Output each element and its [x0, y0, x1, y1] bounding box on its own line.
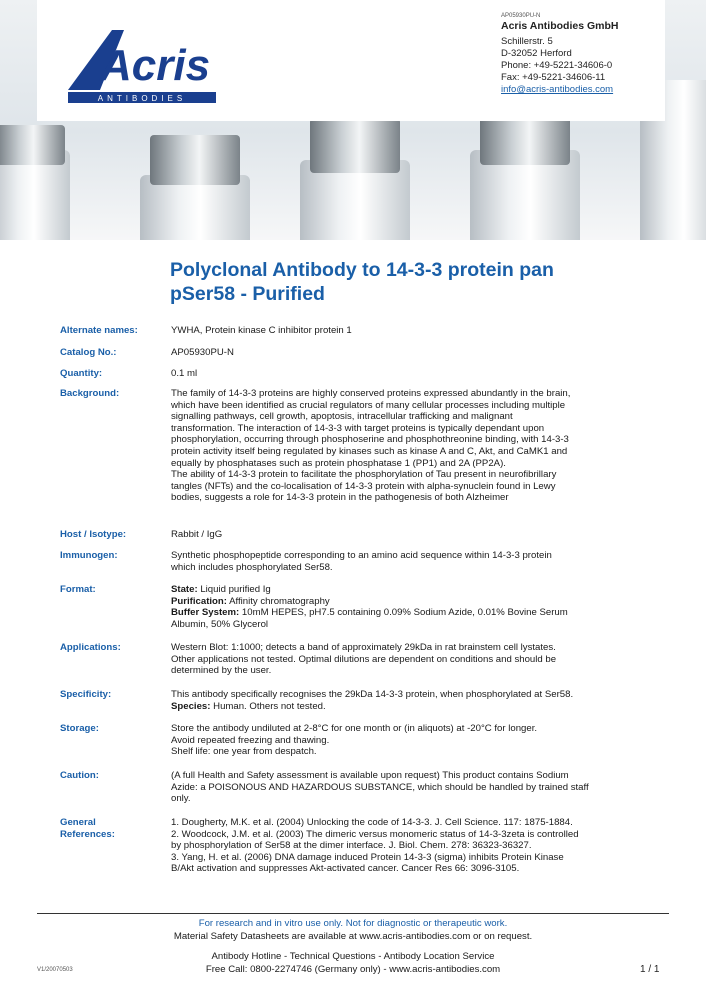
company-name: Acris Antibodies GmbH — [501, 20, 619, 32]
value-line: which have been identified as crucial regulators of many cellular processes including multiple — [171, 399, 566, 411]
value-line: State: Liquid purified Ig — [171, 584, 271, 595]
freecall-text: Free Call: 0800-2274746 (Germany only) - www.acris-antibodies.com — [205, 964, 501, 975]
value-line: Rabbit / IgG — [171, 529, 223, 540]
vial-cap-image — [150, 135, 240, 185]
field-value — [171, 642, 661, 677]
value-line: Albumin, 50% Glycerol — [171, 618, 269, 630]
field-label: Quantity: — [60, 368, 103, 379]
value-line: transformation. The interaction of 14-3-3 with target proteins is typically dependant upon — [171, 422, 545, 434]
footer-divider — [37, 913, 669, 914]
doc-code: AP05930PU-N — [501, 13, 541, 19]
fax-line: Fax: +49-5221-34606-11 — [501, 72, 606, 83]
field-label: Immunogen: — [60, 550, 118, 561]
value-line: bodies, suggests a role for 14-3-3 protein in the pathogenesis of both Alzheimer — [171, 492, 509, 504]
value-line: Buffer System: 10mM HEPES, pH7.5 containing 0.09% Sodium Azide, 0.01% Bovine Serum — [171, 607, 568, 619]
field-value — [171, 723, 661, 758]
value-line: 0.1 ml — [171, 368, 198, 379]
field-value — [171, 550, 661, 573]
reference-item: 3. Yang, H. et al. (2006) DNA damage induced Protein 14-3-3 (sigma) inhibits Protein Kinase — [171, 851, 564, 863]
reference-item: by phosphorylation of Ser58 at the dimer interface. J. Biol. Chem. 278: 36323-36327. — [171, 840, 532, 852]
value-line: Store the antibody undiluted at 2-8°C for one month or (in aliquots) at -20°C for longer. — [171, 723, 538, 734]
value-line: Other applications not tested. Optimal dilutions are dependent on conditions and should be — [171, 653, 557, 665]
field-value — [171, 584, 661, 630]
value-line: This antibody specifically recognises the 29kDa 14-3-3 protein, when phosphorylated at Ser58. — [171, 689, 574, 700]
address-line: D-32052 Herford — [501, 48, 572, 59]
msds-notice: Material Safety Datasheets are available at www.acris-antibodies.com or on request. — [173, 931, 533, 942]
version-code: V1/20070503 — [37, 967, 73, 973]
field-value — [171, 368, 661, 380]
field-label — [60, 817, 165, 840]
research-use-notice: For research and in vitro use only. Not for diagnostic or therapeutic work. — [198, 918, 508, 929]
value-line: AP05930PU-N — [171, 347, 234, 358]
field-value — [171, 817, 661, 875]
vial-cap-image — [310, 118, 400, 173]
value-line: protein activity itself being regulated by kinases such as kinase A and C, Akt, and CaMK1 and — [171, 445, 568, 457]
logo-subtext: ANTIBODIES — [97, 94, 187, 103]
address-line: Schillerstr. 5 — [501, 36, 553, 47]
contact-block — [501, 12, 618, 96]
field-value — [171, 770, 661, 805]
value-line: Western Blot: 1:1000; detects a band of approximately 29kDa in rat brainstem cell lystates. — [171, 642, 556, 653]
value-line: (A full Health and Safety assessment is available upon request) This product contains Sodium — [171, 770, 569, 781]
field-label: Background: — [60, 388, 120, 399]
value-line: equally by phosphatases such as protein phosphatase 1 (PP1) and 2A (PP2A). — [171, 457, 506, 469]
field-label: Caution: — [60, 770, 99, 781]
email-link[interactable]: info@acris-antibodies.com — [501, 84, 614, 95]
value-line: Purification: Affinity chromatography — [171, 595, 330, 607]
acris-logo — [60, 22, 220, 107]
value-line: only. — [171, 793, 191, 805]
value-line: Avoid repeated freezing and thawing. — [171, 734, 330, 746]
field-value — [171, 529, 661, 541]
field-label: Specificity: — [60, 689, 112, 700]
hotline-text: Antibody Hotline - Technical Questions - Antibody Location Service — [211, 951, 495, 962]
field-label: Catalog No.: — [60, 347, 117, 358]
title-line: pSer58 - Purified — [170, 283, 325, 305]
phone-line: Phone: +49-5221-34606-0 — [501, 60, 613, 71]
value-line: YWHA, Protein kinase C inhibitor protein 1 — [171, 325, 352, 336]
value-line: determined by the user. — [171, 665, 272, 677]
label-line: General — [60, 817, 96, 828]
field-value — [171, 325, 661, 337]
logo-wordmark: Acris — [100, 41, 211, 90]
title-line: Polyclonal Antibody to 14-3-3 protein pan — [170, 259, 554, 281]
field-value — [171, 689, 661, 712]
value-line: Azide: a POISONOUS AND HAZARDOUS SUBSTANCE, which should be handled by trained staff — [171, 781, 589, 793]
reference-item: 1. Dougherty, M.K. et al. (2004) Unlocking the code of 14-3-3. J. Cell Science. 117: 1875-1884. — [171, 817, 573, 828]
value-line: phosphorylation, occurring through phosphoserine and phosphothreonine binding, with 14-3-3 — [171, 434, 569, 446]
field-label: Alternate names: — [60, 325, 138, 336]
value-line: The ability of 14-3-3 protein to facilitate the phosphorylation of Tau present in neurofibrillary — [171, 469, 557, 481]
value-line: signalling pathways, cell growth, apoptosis, intracellular trafficking and malignant — [171, 411, 513, 423]
value-line: Synthetic phosphopeptide corresponding to an amino acid sequence within 14-3-3 protein — [171, 550, 552, 561]
label-line: References: — [60, 828, 115, 840]
product-title — [170, 258, 670, 306]
value-line: tangles (NFTs) and the co-localisation of 14-3-3 protein with alpha-synuclein found in Lewy — [171, 480, 556, 492]
field-label: Host / Isotype: — [60, 529, 127, 540]
value-line: which includes phosphorylated Ser58. — [171, 561, 333, 573]
header-banner — [0, 0, 706, 240]
field-label: Storage: — [60, 723, 99, 734]
reference-item: B/Akt activation and suppresses Akt-activated cancer. Cancer Res 66: 3096-3105. — [171, 863, 520, 875]
value-line: Species: Human. Others not tested. — [171, 700, 326, 712]
page-number: 1 / 1 — [640, 964, 660, 975]
value-line: The family of 14-3-3 proteins are highly conserved proteins expressed abundantly in the brain, — [171, 388, 571, 399]
field-value — [171, 388, 661, 504]
value-line: Shelf life: one year from despatch. — [171, 746, 317, 758]
reference-item: 2. Woodcock, J.M. et al. (2003) The dimeric versus monomeric status of 14-3-3zeta is controlled — [171, 828, 579, 840]
field-label: Applications: — [60, 642, 121, 653]
field-label: Format: — [60, 584, 96, 595]
vial-cap-image — [0, 125, 65, 165]
field-value — [171, 347, 661, 359]
